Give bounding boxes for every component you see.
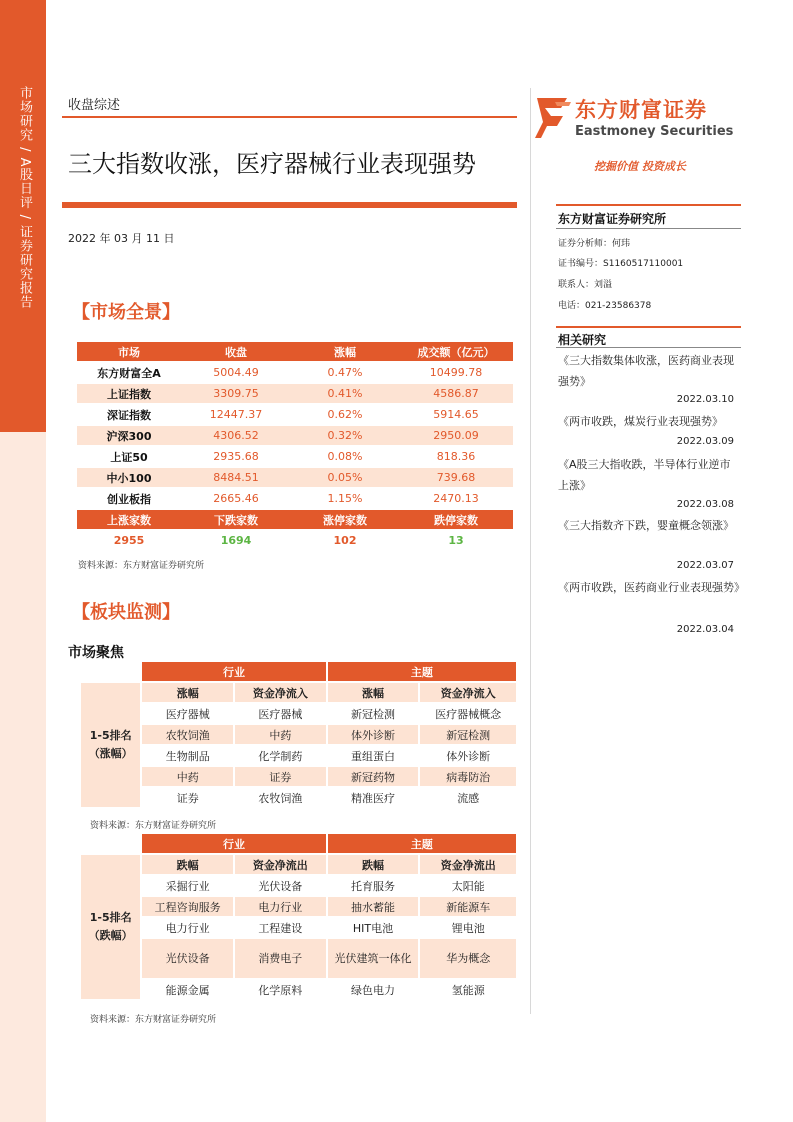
sub-header-cell: 跌幅 [328,855,421,876]
market-header-cell: 市场 [77,342,181,363]
related-report-date: 2022.03.08 [676,499,734,510]
group-header-theme: 主题 [328,834,518,855]
sector-cell: 新能源车 [420,897,518,918]
sector-cell: 光伏建筑一体化 [328,939,421,980]
table-row [77,468,513,489]
market-header-cell: 成交额（亿元） [399,342,513,363]
sector-cell: 中药 [235,725,328,746]
sub-header-cell: 资金净流入 [235,683,328,704]
market-header-cell: 收盘 [181,342,291,363]
title-divider [62,202,517,208]
market-close: 2935.68 [181,447,291,468]
market-name: 中小100 [77,468,181,489]
sector-cell: 锂电池 [420,918,518,939]
related-divider [556,347,741,348]
sector-cell: 精准医疗 [328,788,421,809]
brand-name: 东方财富证券 [575,98,707,122]
sector-cell: 医疗器械 [235,704,328,725]
count-header-cell: 上涨家数 [77,510,181,531]
sector-cell: 工程建设 [235,918,328,939]
contact-person: 联系人：刘溢 [558,280,613,290]
sector-cell: 农牧饲渔 [142,725,235,746]
market-name: 创业板指 [77,489,181,510]
sector-cell: 新冠检测 [328,704,421,725]
sector-cell: 电力行业 [142,918,235,939]
related-report-date: 2022.03.04 [676,624,734,635]
market-close: 4306.52 [181,426,291,447]
table-row [77,363,513,384]
table-row [81,876,518,897]
market-change: 1.15% [291,489,399,510]
table-row [81,939,518,980]
related-report-date: 2022.03.07 [676,560,734,571]
table-row [77,405,513,426]
corner-cell [81,834,142,855]
market-turnover: 2470.13 [399,489,513,510]
market-close: 8484.51 [181,468,291,489]
count-header-cell: 跌停家数 [399,510,513,531]
sector-cell: 体外诊断 [328,725,421,746]
market-change: 0.47% [291,363,399,384]
market-name: 上证指数 [77,384,181,405]
section-label: 收盘综述 [68,98,121,113]
analyst-name: 证券分析师：何玮 [558,239,631,249]
table-row [81,767,518,788]
sector-cell: 能源金属 [142,980,235,1001]
sector-up-table [81,662,518,809]
sector-cell: 流感 [420,788,518,809]
sector-cell: 中药 [142,767,235,788]
related-report-link[interactable]: 《三大指数集体收涨，医药商业表现强势》 [558,354,734,388]
sector-cell: 医疗器械 [142,704,235,725]
market-table [77,342,513,552]
market-focus-title: 市场聚焦 [68,645,124,661]
sector-cell: 电力行业 [235,897,328,918]
sub-header-cell: 跌幅 [142,855,235,876]
sector-cell: 新冠药物 [328,767,421,788]
page-title: 三大指数收涨，医疗器械行业表现强势 [68,150,476,178]
sector-cell: 化学制药 [235,746,328,767]
market-turnover: 10499.78 [399,363,513,384]
brand-slogan: 挖掘价值 投资成长 [594,160,686,173]
rank-label-line: 1-5排名 [89,911,132,924]
sector-down-table [81,834,518,1001]
sector-source-note: 资料来源：东方财富证券研究所 [90,1015,217,1025]
market-change: 0.62% [291,405,399,426]
sector-cell: 托育服务 [328,876,421,897]
sector-cell: 病毒防治 [420,767,518,788]
rank-label [81,683,142,809]
sector-source-note: 资料来源：东方财富证券研究所 [90,821,217,831]
sector-cell: 证券 [142,788,235,809]
advance-count: 2955 [77,531,181,552]
related-research-title: 相关研究 [558,333,607,347]
group-header-industry: 行业 [142,834,327,855]
rank-label-line: （跌幅） [88,929,133,942]
market-section-title: 【市场全景】 [72,302,180,323]
rank-label [81,855,142,1001]
count-header-cell: 涨停家数 [291,510,399,531]
count-header-cell: 下跌家数 [181,510,291,531]
related-report-date: 2022.03.09 [676,436,734,447]
sector-section-title: 【板块监测】 [72,602,180,623]
table-row [81,788,518,809]
brand-name-en: Eastmoney Securities [575,124,734,139]
table-row [81,704,518,725]
market-name: 沪深300 [77,426,181,447]
related-report-link[interactable]: 《两市收跌，医药商业行业表现强势》 [558,581,745,594]
table-row [81,725,518,746]
table-row [77,447,513,468]
related-top-rule [556,326,741,328]
market-close: 3309.75 [181,384,291,405]
sector-cell: 证券 [235,767,328,788]
sector-cell: 光伏设备 [235,876,328,897]
market-turnover: 2950.09 [399,426,513,447]
table-row [81,980,518,1001]
market-change: 0.41% [291,384,399,405]
side-label: 市场研究 / A股日评 / 证券研究报告 [17,86,32,310]
market-change: 0.05% [291,468,399,489]
market-change: 0.32% [291,426,399,447]
sector-cell: 光伏设备 [142,939,235,980]
decline-count: 1694 [181,531,291,552]
institute-top-rule [556,204,741,206]
table-row [81,897,518,918]
sector-cell: 太阳能 [420,876,518,897]
rank-label-line: （涨幅） [88,747,133,760]
sector-cell: HIT电池 [328,918,421,939]
group-header-theme: 主题 [328,662,518,683]
table-row [77,489,513,510]
sector-cell: 生物制品 [142,746,235,767]
certificate-number: 证书编号：S1160517110001 [558,259,684,269]
market-change: 0.08% [291,447,399,468]
sector-cell: 绿色电力 [328,980,421,1001]
group-header-industry: 行业 [142,662,327,683]
sector-cell: 农牧饲渔 [235,788,328,809]
sub-header-cell: 资金净流入 [420,683,518,704]
report-date: 2022 年 03 月 11 日 [68,232,175,245]
table-row [81,918,518,939]
market-turnover: 4586.87 [399,384,513,405]
sector-cell: 抽水蓄能 [328,897,421,918]
sub-header-cell: 涨幅 [142,683,235,704]
sector-cell: 华为概念 [420,939,518,980]
market-name: 东方财富全A [77,363,181,384]
sector-cell: 氢能源 [420,980,518,1001]
contact-phone: 电话：021-23586378 [558,301,652,311]
table-row [81,746,518,767]
market-close: 12447.37 [181,405,291,426]
sector-cell: 新冠检测 [420,725,518,746]
sub-header-cell: 涨幅 [328,683,421,704]
sector-cell: 医疗器械概念 [420,704,518,725]
limit-down-count: 13 [399,531,513,552]
market-turnover: 5914.65 [399,405,513,426]
corner-cell [81,662,142,683]
market-close: 5004.49 [181,363,291,384]
sector-cell: 重组蛋白 [328,746,421,767]
market-turnover: 818.36 [399,447,513,468]
sector-cell: 消费电子 [235,939,328,980]
market-name: 上证50 [77,447,181,468]
related-report-link[interactable]: 《两市收跌，煤炭行业表现强势》 [558,415,723,428]
limit-up-count: 102 [291,531,399,552]
sector-cell: 体外诊断 [420,746,518,767]
sub-header-cell: 资金净流出 [235,855,328,876]
related-report-date: 2022.03.10 [676,394,734,405]
table-row [77,384,513,405]
sector-cell: 工程咨询服务 [142,897,235,918]
market-source-note: 资料来源：东方财富证券研究所 [78,561,205,571]
institute-name: 东方财富证券研究所 [558,212,667,226]
institute-divider [556,228,741,229]
rank-label-line: 1-5排名 [89,729,132,742]
related-report-link[interactable]: 《A股三大指收跌，半导体行业逆市上涨》 [558,458,731,492]
market-turnover: 739.68 [399,468,513,489]
header-divider [62,116,517,118]
market-close: 2665.46 [181,489,291,510]
column-divider [530,88,531,1014]
table-row [77,426,513,447]
sector-cell: 采掘行业 [142,876,235,897]
sub-header-cell: 资金净流出 [420,855,518,876]
sector-cell: 化学原料 [235,980,328,1001]
market-header-cell: 涨幅 [291,342,399,363]
market-name: 深证指数 [77,405,181,426]
related-report-link[interactable]: 《三大指数齐下跌，婴童概念领涨》 [558,519,734,532]
